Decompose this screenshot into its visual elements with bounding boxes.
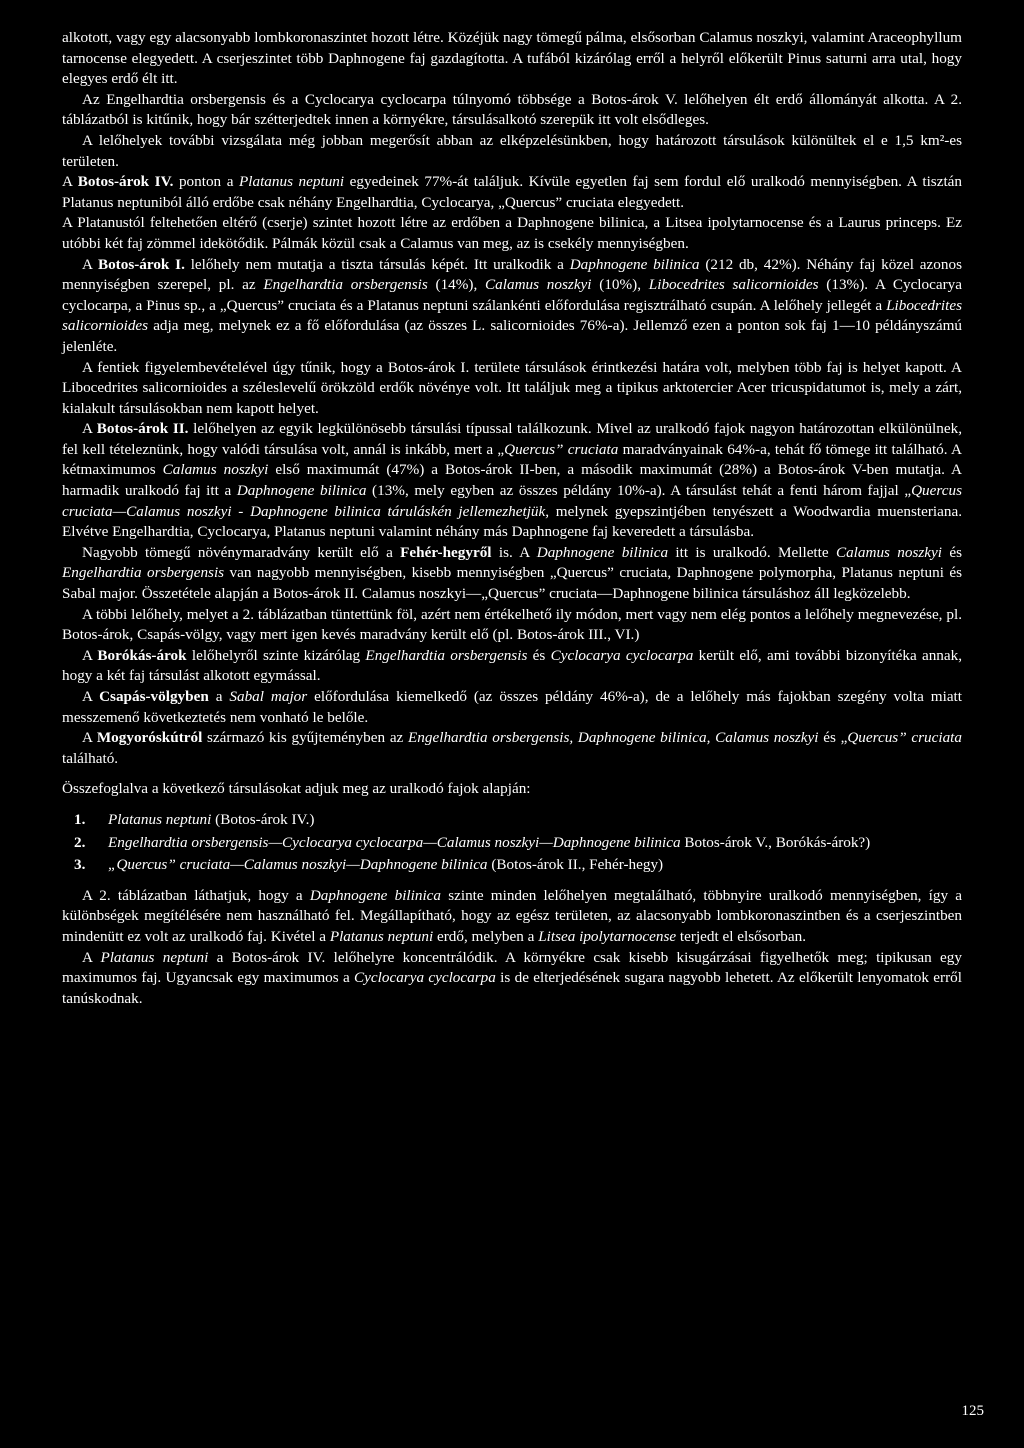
text-run: lelőhelyen az egyik legkülönösebb társulási típussal találkozunk. Mivel az uralkodó fajok nagyon határozottan elkülönülnek, fel kell tételeznünk, hogy valódi társulása volt, annál is inkább, mert a „ bbox=[62, 420, 962, 458]
paragraph-7 bbox=[62, 419, 962, 543]
paragraph-3: A lelőhelyek további vizsgálata még jobban megerősít abban az elképzelésünkben, hogy határozott társulások különültek el e 1,5 km²-es területen. bbox=[62, 131, 962, 170]
text-run: A bbox=[82, 420, 97, 438]
species-name: Platanus neptuni bbox=[108, 810, 212, 828]
paragraph-9: A többi lelőhely, melyet a 2. táblázatban tüntettünk föl, azért nem értékelhető ily módon, mert vagy nem elég pontos a lelőhely megnevezése, pl. Botos-árok, Csapás-völgy, vagy mert igen kevés maradvány került elő (pl. Botos-árok III., VI.) bbox=[62, 605, 962, 644]
species-name: Platanus neptuni bbox=[100, 948, 209, 966]
paragraph-15 bbox=[62, 948, 962, 1010]
site-name: Borókás-árok bbox=[97, 646, 187, 664]
text-run: Botos-árok V., Borókás-árok?) bbox=[680, 833, 871, 851]
text-run: is. A bbox=[491, 543, 537, 561]
text-run: (13%, mely egyben az összes példány 10%-a). A társulást tehát a fenti három fajjal „ bbox=[366, 482, 912, 500]
species-name: Daphnogene bilinica bbox=[536, 543, 669, 561]
species-name: Quercus cruciata—Calamus noszkyi - Daphnogene bilinica táruláskén jellemezhetjük, bbox=[62, 482, 962, 520]
text-run: a Botos-árok IV. lelőhelyre koncentrálódik. A környékre csak kisebb kisugárzásai figyelhetők meg; tipikusan egy maximumos faj. Ugyancsak egy maximumos a bbox=[62, 948, 962, 987]
text-run: lelőhelyről szinte kizárólag bbox=[186, 646, 366, 664]
paragraph-6: A fentiek figyelembevételével úgy tűnik, hogy a Botos-árok I. területe társulások érintkezési határa volt, melyben több faj is helyet kapott. A Libocedrites salicornioides a széleslevelű örökzöld erdők növénye volt. Itt találjuk meg a tipikus arktotercier Acer tricuspidatumot is, mely a zárt, kialakult társulásokban nem kapott helyet. bbox=[62, 358, 962, 417]
text-run: maradványainak 64%-a, tehát fő tömege itt található. A kétmaximumos bbox=[62, 440, 962, 479]
species-name: Cyclocarya cyclocarpa bbox=[354, 969, 496, 987]
species-name: Daphnogene bilinica bbox=[309, 886, 442, 904]
summary-intro: Összefoglalva a következő társulásokat adjuk meg az uralkodó fajok alapján: bbox=[62, 780, 531, 798]
paragraph-10 bbox=[62, 646, 962, 687]
paragraph-11 bbox=[62, 687, 962, 728]
species-name: Engelhardtia orsbergensis bbox=[263, 276, 428, 294]
paragraph-8 bbox=[62, 543, 962, 605]
text-run: (212 db, 42%). Néhány faj közel azonos mennyiségben szerepel, pl. az bbox=[62, 255, 962, 294]
species-name: Calamus noszkyi bbox=[835, 543, 943, 561]
species-name: Platanus neptuni bbox=[329, 927, 434, 945]
species-name: Quercus” cruciata bbox=[847, 729, 962, 747]
text-run: ponton a bbox=[173, 173, 239, 191]
paragraph-4: A Platanustól feltehetően eltérő (cserje) szintet hozott létre az erdőben a Daphnogene bilinica, a Litsea ipolytarnocense és a Laurus princeps. Ez utóbbi két faj zömmel idekötődik. Pálmák közül csak a Calamus van meg, az is csekély mennyiségben. bbox=[62, 214, 962, 252]
list-item bbox=[62, 810, 962, 831]
text-run: adja meg, melynek ez a fő előfordulása (az összes L. salicornioides 76%-a). Jellemző ezen a ponton sok faj 1—10 példányszámú jelenléte. bbox=[62, 317, 962, 355]
text-run: (Botos-árok IV.) bbox=[211, 810, 315, 828]
text-run: és bbox=[942, 543, 963, 561]
species-name: Daphnogene bilinica bbox=[569, 255, 700, 273]
text-run: (Botos-árok II., Fehér-hegy) bbox=[487, 856, 664, 874]
text-run: első maximumát (47%) a Botos-árok II-ben, a második maximumát (28%) a Botos-árok V-ben mutatja. A harmadik uralkodó faj itt a bbox=[62, 461, 963, 500]
text-run: (14%), bbox=[427, 276, 486, 294]
species-name: Quercus” cruciata bbox=[504, 440, 619, 458]
paragraph-5 bbox=[62, 255, 962, 358]
text-run: előfordulása kiemelkedő (az összes példány 46%-a), de a lelőhely más fajokban szegény volta miatt messzemenő következtetés nem vonható le belőle. bbox=[62, 688, 962, 726]
species-name: Calamus noszkyi bbox=[485, 276, 592, 294]
paragraph-3b bbox=[62, 172, 962, 213]
list-number: 1. bbox=[74, 810, 86, 828]
text-run: erdő, melyben a bbox=[433, 927, 539, 945]
species-name: Daphnogene bilinica bbox=[236, 482, 367, 500]
paragraph-12 bbox=[62, 728, 962, 769]
text-run: A bbox=[82, 948, 101, 966]
text-run: a bbox=[208, 688, 230, 705]
species-name: Sabal major bbox=[229, 688, 308, 705]
text-run: származó kis gyűjteményben az bbox=[202, 729, 409, 747]
text-run: A bbox=[82, 255, 98, 273]
species-name: Engelhardtia orsbergensis—Cyclocarya cyclocarpa—Calamus noszkyi—Daphnogene bilinica bbox=[108, 833, 681, 851]
text-run: és bbox=[527, 646, 551, 664]
text-run: A 2. táblázatban láthatjuk, hogy a bbox=[82, 886, 310, 904]
paragraph-2: Az Engelhardtia orsbergensis és a Cyclocarya cyclocarpa túlnyomó többsége a Botos-árok V. lelőhelyen élt erdő állományát alkotta. A 2. táblázatból is kitűnik, hogy bár szétterjedtek innen a környékre, társulásalkotó szerepük itt volt elsődleges. bbox=[62, 90, 962, 129]
association-list bbox=[62, 810, 962, 876]
site-name: Botos-árok II. bbox=[96, 420, 189, 438]
text-run: terjedt el elsősorban. bbox=[676, 927, 807, 945]
species-name: „Quercus” cruciata—Calamus noszkyi—Daphnogene bilinica bbox=[108, 856, 488, 874]
page-number: 125 bbox=[961, 1403, 984, 1419]
text-run: van nagyobb mennyiségben, kisebb mennyiségben „Quercus” cruciata, Daphnogene polymorpha, Platanus neptuni és Sabal major. Összetétele alapján a Botos-árok II. Calamus noszkyi—„Quercus” cruciata—Daphnogene bilinica társuláshoz áll legközelebb. bbox=[62, 564, 962, 603]
text-run: A bbox=[82, 729, 97, 747]
text-run: A bbox=[82, 688, 100, 705]
text-run: A bbox=[82, 646, 98, 664]
text-run: A bbox=[62, 173, 78, 191]
site-name: Botos-árok IV. bbox=[77, 173, 174, 191]
list-item bbox=[62, 855, 962, 876]
species-name: Litsea ipolytarnocense bbox=[538, 927, 677, 945]
species-name: Engelhardtia orsbergensis bbox=[365, 646, 528, 664]
text-run: és „ bbox=[818, 729, 848, 747]
species-name: Cyclocarya cyclocarpa bbox=[550, 646, 694, 664]
species-name: Calamus noszkyi bbox=[162, 461, 269, 479]
text-run: egyedeinek 77%-át találjuk. Kívüle egyetlen faj sem fordul elő uralkodó mennyiségben. A tisztán Platanus neptuniból álló erdőbe csak néhány Engelhardtia, Cyclocarya, „Quercus” cruciata elegyedett. bbox=[62, 173, 962, 211]
species-name: Engelhardtia orsbergensis, Daphnogene bilinica, Calamus noszkyi bbox=[408, 729, 819, 747]
list-item bbox=[62, 833, 962, 854]
text-run: melynek gyepszintjében tenyészett a Woodwardia muensteriana. Elvétve Engelhardtia, Cyclocarya, Platanus neptuni valamint néhány más Daphnogene faj keveredett a társulásba. bbox=[62, 502, 962, 541]
text-run: (13%). A Cyclocarya cyclocarpa, a Pinus sp., a „Quercus” cruciata és a Platanus neptuni szálankénti előfordulása regisztrálható csupán. A lelőhely jellegét a bbox=[62, 276, 962, 314]
species-name: Libocedrites salicornioides bbox=[648, 276, 819, 294]
text-run: (10%), bbox=[591, 276, 649, 294]
text-run: szinte minden lelőhelyen megtalálható, többnyire uralkodó mennyiségben, így a különbségek megítélésére nem használható fel. Megállapítható, hogy az egész területen, az alacsonyabb lombkoronaszintben és a cserjeszintben mindenütt ez volt az uralkodó faj. Kivétel a bbox=[62, 886, 962, 945]
species-name: Engelhardtia orsbergensis bbox=[62, 564, 225, 582]
species-name: Libocedrites salicornioides bbox=[62, 296, 962, 335]
list-number: 2. bbox=[74, 833, 86, 851]
text-run: található. bbox=[62, 749, 119, 767]
site-name: Botos-árok I. bbox=[97, 255, 185, 273]
site-name: Fehér-hegyről bbox=[400, 543, 492, 561]
paragraph-1: alkotott, vagy egy alacsonyabb lombkoronaszintet hozott létre. Közéjük nagy tömegű pálma, elsősorban Calamus noszkyi, valamint Araceophyllum tarnocense elegyedett. A cserjeszintet több Daphnogene faj gazdagította. A tufából kizárólag erről a helyről előkerült Pinus saturni arra utal, hogy elegyes erdő élt itt. bbox=[62, 29, 962, 88]
text-run: itt is uralkodó. Mellette bbox=[668, 543, 836, 561]
text-run: lelőhely nem mutatja a tiszta társulás képét. Itt uralkodik a bbox=[184, 255, 570, 273]
text-run: Nagyobb tömegű növénymaradvány került elő a bbox=[82, 543, 401, 561]
list-number: 3. bbox=[74, 856, 86, 874]
site-name: Mogyoróskútról bbox=[96, 729, 203, 747]
paragraph-14 bbox=[62, 886, 962, 948]
text-run: került elő, ami további bizonyítéka annak, hogy a két faj társulást alkotott egymással. bbox=[62, 646, 963, 685]
text-run: is de elterjedésének sugara nagyobb lehetett. Az előkerült lenyomatok erről tanúskodnak. bbox=[62, 969, 962, 1007]
site-name: Csapás-völgyben bbox=[99, 688, 209, 705]
species-name: Platanus neptuni bbox=[239, 173, 345, 191]
